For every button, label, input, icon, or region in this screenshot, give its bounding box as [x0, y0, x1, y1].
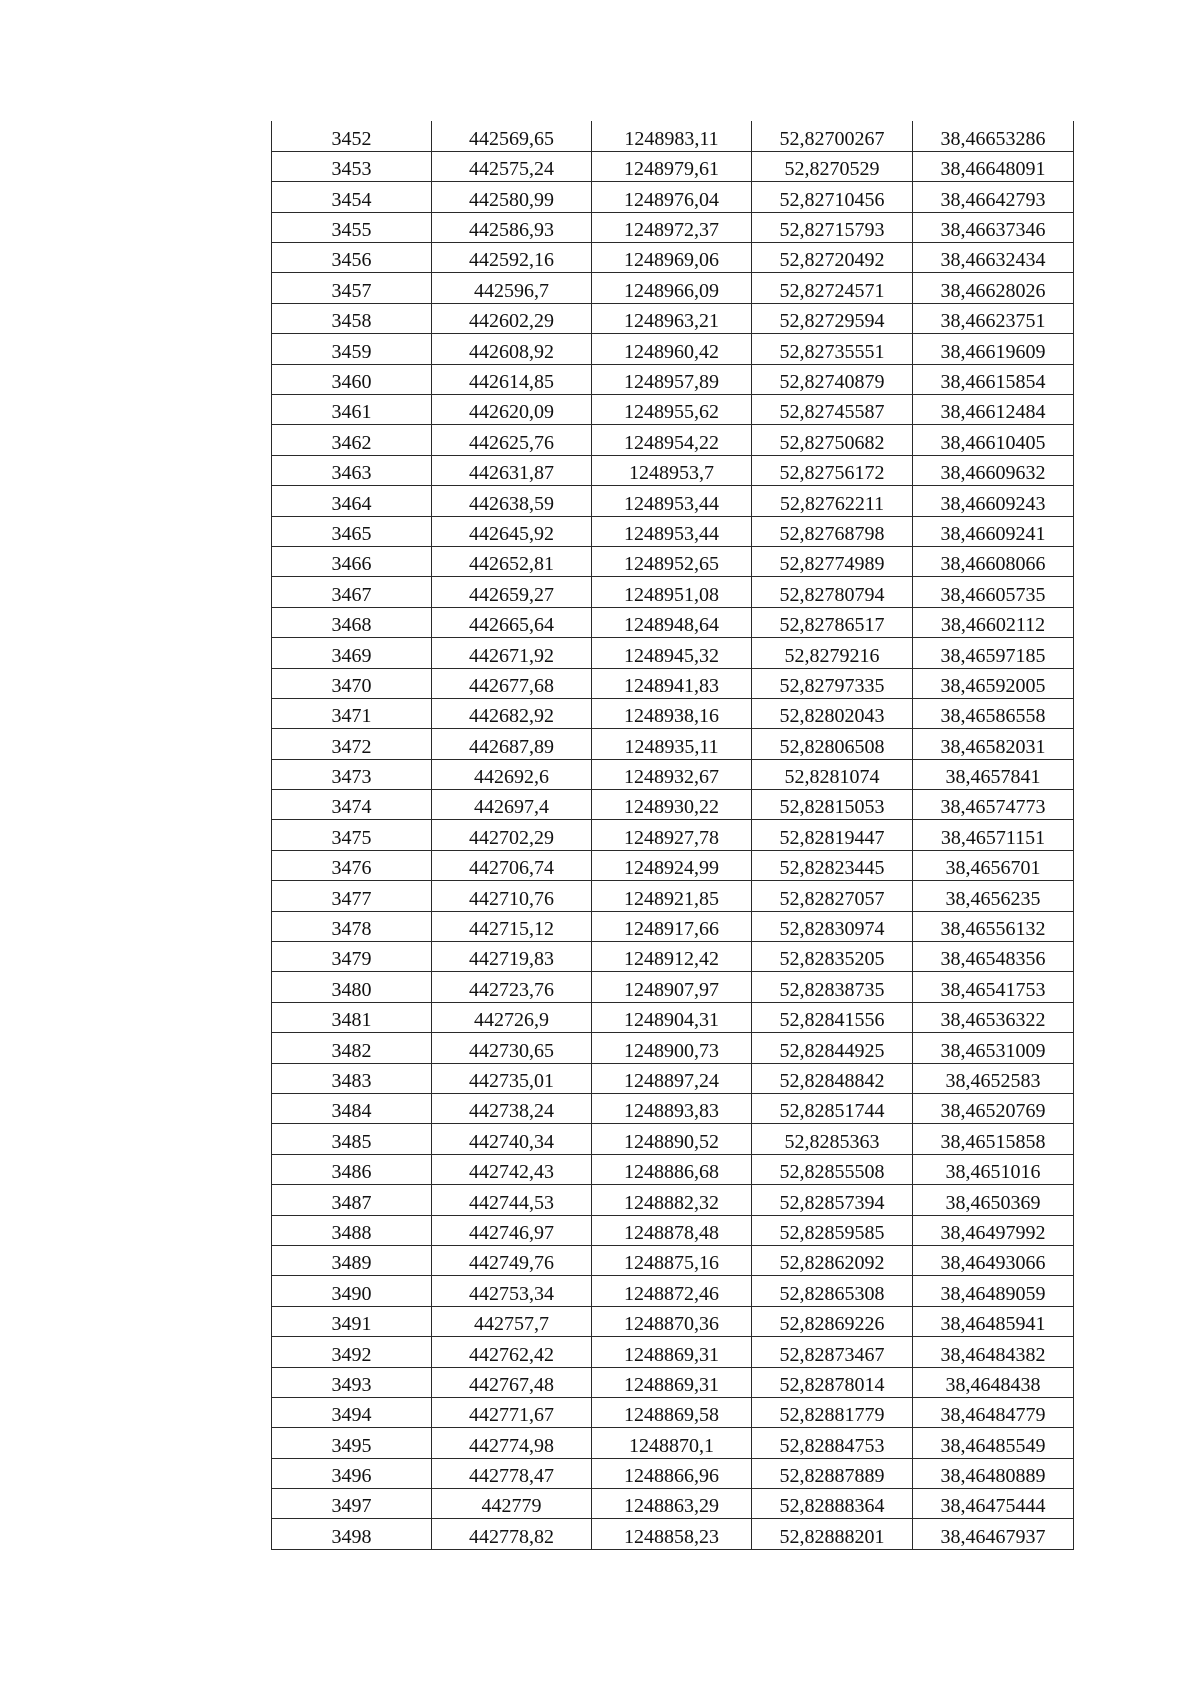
latitude-cell: 52,82835205: [752, 942, 913, 972]
longitude-cell: 38,46632434: [913, 243, 1074, 273]
latitude-cell: 52,82857394: [752, 1185, 913, 1215]
x-coordinate-cell: 442682,92: [432, 698, 592, 728]
x-coordinate-cell: 442746,97: [432, 1215, 592, 1245]
y-coordinate-cell: 1248979,61: [592, 151, 752, 181]
table-row: [272, 243, 1074, 273]
longitude-cell: 38,46637346: [913, 212, 1074, 242]
point-number-cell: 3493: [272, 1367, 432, 1397]
x-coordinate-cell: 442744,53: [432, 1185, 592, 1215]
longitude-cell: 38,46515858: [913, 1124, 1074, 1154]
table-row: [272, 425, 1074, 455]
coordinates-table: [271, 121, 1074, 1550]
longitude-cell: 38,46597185: [913, 638, 1074, 668]
x-coordinate-cell: 442602,29: [432, 303, 592, 333]
latitude-cell: 52,82865308: [752, 1276, 913, 1306]
longitude-cell: 38,46484382: [913, 1337, 1074, 1367]
longitude-cell: 38,46615854: [913, 364, 1074, 394]
table-row: [272, 577, 1074, 607]
latitude-cell: 52,82700267: [752, 121, 913, 151]
longitude-cell: 38,46586558: [913, 698, 1074, 728]
y-coordinate-cell: 1248948,64: [592, 607, 752, 637]
x-coordinate-cell: 442767,48: [432, 1367, 592, 1397]
point-number-cell: 3485: [272, 1124, 432, 1154]
table-row: [272, 881, 1074, 911]
latitude-cell: 52,82720492: [752, 243, 913, 273]
y-coordinate-cell: 1248869,58: [592, 1397, 752, 1427]
longitude-cell: 38,46648091: [913, 151, 1074, 181]
y-coordinate-cell: 1248941,83: [592, 668, 752, 698]
point-number-cell: 3490: [272, 1276, 432, 1306]
y-coordinate-cell: 1248927,78: [592, 820, 752, 850]
latitude-cell: 52,82762211: [752, 486, 913, 516]
longitude-cell: 38,46520769: [913, 1094, 1074, 1124]
longitude-cell: 38,46653286: [913, 121, 1074, 151]
longitude-cell: 38,46485549: [913, 1428, 1074, 1458]
point-number-cell: 3482: [272, 1033, 432, 1063]
latitude-cell: 52,82841556: [752, 1002, 913, 1032]
y-coordinate-cell: 1248870,1: [592, 1428, 752, 1458]
y-coordinate-cell: 1248872,46: [592, 1276, 752, 1306]
point-number-cell: 3473: [272, 759, 432, 789]
table-row: [272, 1428, 1074, 1458]
y-coordinate-cell: 1248983,11: [592, 121, 752, 151]
latitude-cell: 52,82878014: [752, 1367, 913, 1397]
table-row: [272, 790, 1074, 820]
x-coordinate-cell: 442730,65: [432, 1033, 592, 1063]
y-coordinate-cell: 1248907,97: [592, 972, 752, 1002]
longitude-cell: 38,46605735: [913, 577, 1074, 607]
y-coordinate-cell: 1248858,23: [592, 1519, 752, 1549]
latitude-cell: 52,82774989: [752, 546, 913, 576]
y-coordinate-cell: 1248953,44: [592, 486, 752, 516]
longitude-cell: 38,46489059: [913, 1276, 1074, 1306]
y-coordinate-cell: 1248878,48: [592, 1215, 752, 1245]
latitude-cell: 52,82745587: [752, 395, 913, 425]
x-coordinate-cell: 442659,27: [432, 577, 592, 607]
x-coordinate-cell: 442625,76: [432, 425, 592, 455]
x-coordinate-cell: 442762,42: [432, 1337, 592, 1367]
point-number-cell: 3483: [272, 1063, 432, 1093]
point-number-cell: 3465: [272, 516, 432, 546]
y-coordinate-cell: 1248904,31: [592, 1002, 752, 1032]
longitude-cell: 38,46609632: [913, 455, 1074, 485]
point-number-cell: 3456: [272, 243, 432, 273]
longitude-cell: 38,46536322: [913, 1002, 1074, 1032]
x-coordinate-cell: 442687,89: [432, 729, 592, 759]
x-coordinate-cell: 442715,12: [432, 911, 592, 941]
point-number-cell: 3461: [272, 395, 432, 425]
latitude-cell: 52,82830974: [752, 911, 913, 941]
x-coordinate-cell: 442697,4: [432, 790, 592, 820]
longitude-cell: 38,46541753: [913, 972, 1074, 1002]
table-row: [272, 1215, 1074, 1245]
y-coordinate-cell: 1248957,89: [592, 364, 752, 394]
latitude-cell: 52,82740879: [752, 364, 913, 394]
latitude-cell: 52,82819447: [752, 820, 913, 850]
longitude-cell: 38,46610405: [913, 425, 1074, 455]
y-coordinate-cell: 1248966,09: [592, 273, 752, 303]
latitude-cell: 52,82844925: [752, 1033, 913, 1063]
latitude-cell: 52,82888201: [752, 1519, 913, 1549]
y-coordinate-cell: 1248951,08: [592, 577, 752, 607]
latitude-cell: 52,82884753: [752, 1428, 913, 1458]
latitude-cell: 52,82768798: [752, 516, 913, 546]
table-row: [272, 1337, 1074, 1367]
y-coordinate-cell: 1248955,62: [592, 395, 752, 425]
x-coordinate-cell: 442702,29: [432, 820, 592, 850]
longitude-cell: 38,46623751: [913, 303, 1074, 333]
longitude-cell: 38,46531009: [913, 1033, 1074, 1063]
coordinates-table-body: [272, 121, 1074, 1549]
x-coordinate-cell: 442740,34: [432, 1124, 592, 1154]
x-coordinate-cell: 442778,47: [432, 1458, 592, 1488]
latitude-cell: 52,82881779: [752, 1397, 913, 1427]
table-row: [272, 1397, 1074, 1427]
latitude-cell: 52,82873467: [752, 1337, 913, 1367]
latitude-cell: 52,82862092: [752, 1245, 913, 1275]
point-number-cell: 3452: [272, 121, 432, 151]
x-coordinate-cell: 442778,82: [432, 1519, 592, 1549]
point-number-cell: 3486: [272, 1154, 432, 1184]
point-number-cell: 3462: [272, 425, 432, 455]
x-coordinate-cell: 442742,43: [432, 1154, 592, 1184]
latitude-cell: 52,82827057: [752, 881, 913, 911]
latitude-cell: 52,8279216: [752, 638, 913, 668]
longitude-cell: 38,46467937: [913, 1519, 1074, 1549]
x-coordinate-cell: 442614,85: [432, 364, 592, 394]
latitude-cell: 52,8281074: [752, 759, 913, 789]
y-coordinate-cell: 1248960,42: [592, 334, 752, 364]
table-row: [272, 1306, 1074, 1336]
table-row: [272, 1367, 1074, 1397]
y-coordinate-cell: 1248917,66: [592, 911, 752, 941]
y-coordinate-cell: 1248945,32: [592, 638, 752, 668]
y-coordinate-cell: 1248952,65: [592, 546, 752, 576]
longitude-cell: 38,4648438: [913, 1367, 1074, 1397]
table-row: [272, 303, 1074, 333]
latitude-cell: 52,82756172: [752, 455, 913, 485]
longitude-cell: 38,4650369: [913, 1185, 1074, 1215]
point-number-cell: 3479: [272, 942, 432, 972]
y-coordinate-cell: 1248893,83: [592, 1094, 752, 1124]
x-coordinate-cell: 442677,68: [432, 668, 592, 698]
x-coordinate-cell: 442638,59: [432, 486, 592, 516]
table-row: [272, 638, 1074, 668]
y-coordinate-cell: 1248976,04: [592, 182, 752, 212]
y-coordinate-cell: 1248953,7: [592, 455, 752, 485]
y-coordinate-cell: 1248886,68: [592, 1154, 752, 1184]
longitude-cell: 38,46485941: [913, 1306, 1074, 1336]
latitude-cell: 52,82724571: [752, 273, 913, 303]
y-coordinate-cell: 1248875,16: [592, 1245, 752, 1275]
point-number-cell: 3466: [272, 546, 432, 576]
latitude-cell: 52,8270529: [752, 151, 913, 181]
table-row: [272, 1276, 1074, 1306]
latitude-cell: 52,82735551: [752, 334, 913, 364]
x-coordinate-cell: 442706,74: [432, 850, 592, 880]
x-coordinate-cell: 442753,34: [432, 1276, 592, 1306]
latitude-cell: 52,82838735: [752, 972, 913, 1002]
point-number-cell: 3498: [272, 1519, 432, 1549]
y-coordinate-cell: 1248963,21: [592, 303, 752, 333]
longitude-cell: 38,46475444: [913, 1489, 1074, 1519]
table-row: [272, 334, 1074, 364]
point-number-cell: 3475: [272, 820, 432, 850]
point-number-cell: 3491: [272, 1306, 432, 1336]
point-number-cell: 3460: [272, 364, 432, 394]
point-number-cell: 3459: [272, 334, 432, 364]
longitude-cell: 38,4651016: [913, 1154, 1074, 1184]
point-number-cell: 3463: [272, 455, 432, 485]
x-coordinate-cell: 442631,87: [432, 455, 592, 485]
table-row: [272, 759, 1074, 789]
longitude-cell: 38,46556132: [913, 911, 1074, 941]
y-coordinate-cell: 1248863,29: [592, 1489, 752, 1519]
longitude-cell: 38,46484779: [913, 1397, 1074, 1427]
point-number-cell: 3478: [272, 911, 432, 941]
y-coordinate-cell: 1248935,11: [592, 729, 752, 759]
table-row: [272, 1063, 1074, 1093]
latitude-cell: 52,82786517: [752, 607, 913, 637]
table-row: [272, 516, 1074, 546]
table-row: [272, 395, 1074, 425]
x-coordinate-cell: 442735,01: [432, 1063, 592, 1093]
point-number-cell: 3484: [272, 1094, 432, 1124]
longitude-cell: 38,46582031: [913, 729, 1074, 759]
x-coordinate-cell: 442575,24: [432, 151, 592, 181]
x-coordinate-cell: 442596,7: [432, 273, 592, 303]
point-number-cell: 3458: [272, 303, 432, 333]
table-row: [272, 1033, 1074, 1063]
x-coordinate-cell: 442580,99: [432, 182, 592, 212]
point-number-cell: 3468: [272, 607, 432, 637]
latitude-cell: 52,82855508: [752, 1154, 913, 1184]
table-row: [272, 121, 1074, 151]
latitude-cell: 52,82729594: [752, 303, 913, 333]
table-row: [272, 729, 1074, 759]
latitude-cell: 52,82780794: [752, 577, 913, 607]
x-coordinate-cell: 442645,92: [432, 516, 592, 546]
x-coordinate-cell: 442726,9: [432, 1002, 592, 1032]
point-number-cell: 3455: [272, 212, 432, 242]
y-coordinate-cell: 1248912,42: [592, 942, 752, 972]
longitude-cell: 38,46642793: [913, 182, 1074, 212]
latitude-cell: 52,82806508: [752, 729, 913, 759]
point-number-cell: 3489: [272, 1245, 432, 1275]
y-coordinate-cell: 1248924,99: [592, 850, 752, 880]
table-row: [272, 607, 1074, 637]
x-coordinate-cell: 442671,92: [432, 638, 592, 668]
latitude-cell: 52,82710456: [752, 182, 913, 212]
table-row: [272, 972, 1074, 1002]
x-coordinate-cell: 442757,7: [432, 1306, 592, 1336]
longitude-cell: 38,46493066: [913, 1245, 1074, 1275]
longitude-cell: 38,46608066: [913, 546, 1074, 576]
table-row: [272, 151, 1074, 181]
latitude-cell: 52,82887889: [752, 1458, 913, 1488]
y-coordinate-cell: 1248930,22: [592, 790, 752, 820]
longitude-cell: 38,4656235: [913, 881, 1074, 911]
table-row: [272, 942, 1074, 972]
table-row: [272, 182, 1074, 212]
table-row: [272, 668, 1074, 698]
longitude-cell: 38,46612484: [913, 395, 1074, 425]
table-row: [272, 820, 1074, 850]
latitude-cell: 52,82869226: [752, 1306, 913, 1336]
x-coordinate-cell: 442719,83: [432, 942, 592, 972]
y-coordinate-cell: 1248900,73: [592, 1033, 752, 1063]
latitude-cell: 52,82815053: [752, 790, 913, 820]
longitude-cell: 38,46497992: [913, 1215, 1074, 1245]
x-coordinate-cell: 442723,76: [432, 972, 592, 1002]
point-number-cell: 3492: [272, 1337, 432, 1367]
longitude-cell: 38,46574773: [913, 790, 1074, 820]
point-number-cell: 3480: [272, 972, 432, 1002]
latitude-cell: 52,82859585: [752, 1215, 913, 1245]
table-row: [272, 1094, 1074, 1124]
y-coordinate-cell: 1248969,06: [592, 243, 752, 273]
longitude-cell: 38,46619609: [913, 334, 1074, 364]
point-number-cell: 3496: [272, 1458, 432, 1488]
longitude-cell: 38,46628026: [913, 273, 1074, 303]
x-coordinate-cell: 442592,16: [432, 243, 592, 273]
point-number-cell: 3457: [272, 273, 432, 303]
table-row: [272, 911, 1074, 941]
table-row: [272, 698, 1074, 728]
table-row: [272, 1519, 1074, 1549]
longitude-cell: 38,4652583: [913, 1063, 1074, 1093]
table-row: [272, 273, 1074, 303]
table-row: [272, 1185, 1074, 1215]
table-row: [272, 1458, 1074, 1488]
latitude-cell: 52,8285363: [752, 1124, 913, 1154]
table-row: [272, 1124, 1074, 1154]
y-coordinate-cell: 1248869,31: [592, 1367, 752, 1397]
y-coordinate-cell: 1248866,96: [592, 1458, 752, 1488]
point-number-cell: 3470: [272, 668, 432, 698]
x-coordinate-cell: 442774,98: [432, 1428, 592, 1458]
longitude-cell: 38,46602112: [913, 607, 1074, 637]
longitude-cell: 38,4657841: [913, 759, 1074, 789]
y-coordinate-cell: 1248953,44: [592, 516, 752, 546]
table-row: [272, 486, 1074, 516]
table-row: [272, 1154, 1074, 1184]
point-number-cell: 3464: [272, 486, 432, 516]
latitude-cell: 52,82797335: [752, 668, 913, 698]
point-number-cell: 3474: [272, 790, 432, 820]
point-number-cell: 3467: [272, 577, 432, 607]
y-coordinate-cell: 1248938,16: [592, 698, 752, 728]
point-number-cell: 3487: [272, 1185, 432, 1215]
x-coordinate-cell: 442608,92: [432, 334, 592, 364]
point-number-cell: 3472: [272, 729, 432, 759]
x-coordinate-cell: 442665,64: [432, 607, 592, 637]
table-row: [272, 455, 1074, 485]
latitude-cell: 52,82848842: [752, 1063, 913, 1093]
y-coordinate-cell: 1248921,85: [592, 881, 752, 911]
y-coordinate-cell: 1248870,36: [592, 1306, 752, 1336]
latitude-cell: 52,82802043: [752, 698, 913, 728]
table-row: [272, 1489, 1074, 1519]
longitude-cell: 38,46609241: [913, 516, 1074, 546]
point-number-cell: 3476: [272, 850, 432, 880]
x-coordinate-cell: 442749,76: [432, 1245, 592, 1275]
point-number-cell: 3494: [272, 1397, 432, 1427]
x-coordinate-cell: 442692,6: [432, 759, 592, 789]
x-coordinate-cell: 442738,24: [432, 1094, 592, 1124]
longitude-cell: 38,46548356: [913, 942, 1074, 972]
table-row: [272, 1002, 1074, 1032]
x-coordinate-cell: 442569,65: [432, 121, 592, 151]
point-number-cell: 3453: [272, 151, 432, 181]
x-coordinate-cell: 442771,67: [432, 1397, 592, 1427]
y-coordinate-cell: 1248954,22: [592, 425, 752, 455]
latitude-cell: 52,82750682: [752, 425, 913, 455]
point-number-cell: 3477: [272, 881, 432, 911]
longitude-cell: 38,4656701: [913, 850, 1074, 880]
latitude-cell: 52,82823445: [752, 850, 913, 880]
y-coordinate-cell: 1248869,31: [592, 1337, 752, 1367]
latitude-cell: 52,82888364: [752, 1489, 913, 1519]
x-coordinate-cell: 442620,09: [432, 395, 592, 425]
longitude-cell: 38,46571151: [913, 820, 1074, 850]
point-number-cell: 3488: [272, 1215, 432, 1245]
table-row: [272, 212, 1074, 242]
point-number-cell: 3495: [272, 1428, 432, 1458]
point-number-cell: 3454: [272, 182, 432, 212]
table-row: [272, 1245, 1074, 1275]
point-number-cell: 3471: [272, 698, 432, 728]
x-coordinate-cell: 442779: [432, 1489, 592, 1519]
x-coordinate-cell: 442710,76: [432, 881, 592, 911]
latitude-cell: 52,82851744: [752, 1094, 913, 1124]
point-number-cell: 3481: [272, 1002, 432, 1032]
x-coordinate-cell: 442586,93: [432, 212, 592, 242]
longitude-cell: 38,46480889: [913, 1458, 1074, 1488]
table-row: [272, 546, 1074, 576]
point-number-cell: 3497: [272, 1489, 432, 1519]
longitude-cell: 38,46609243: [913, 486, 1074, 516]
table-row: [272, 364, 1074, 394]
latitude-cell: 52,82715793: [752, 212, 913, 242]
point-number-cell: 3469: [272, 638, 432, 668]
y-coordinate-cell: 1248972,37: [592, 212, 752, 242]
y-coordinate-cell: 1248932,67: [592, 759, 752, 789]
y-coordinate-cell: 1248897,24: [592, 1063, 752, 1093]
table-row: [272, 850, 1074, 880]
y-coordinate-cell: 1248890,52: [592, 1124, 752, 1154]
y-coordinate-cell: 1248882,32: [592, 1185, 752, 1215]
longitude-cell: 38,46592005: [913, 668, 1074, 698]
x-coordinate-cell: 442652,81: [432, 546, 592, 576]
